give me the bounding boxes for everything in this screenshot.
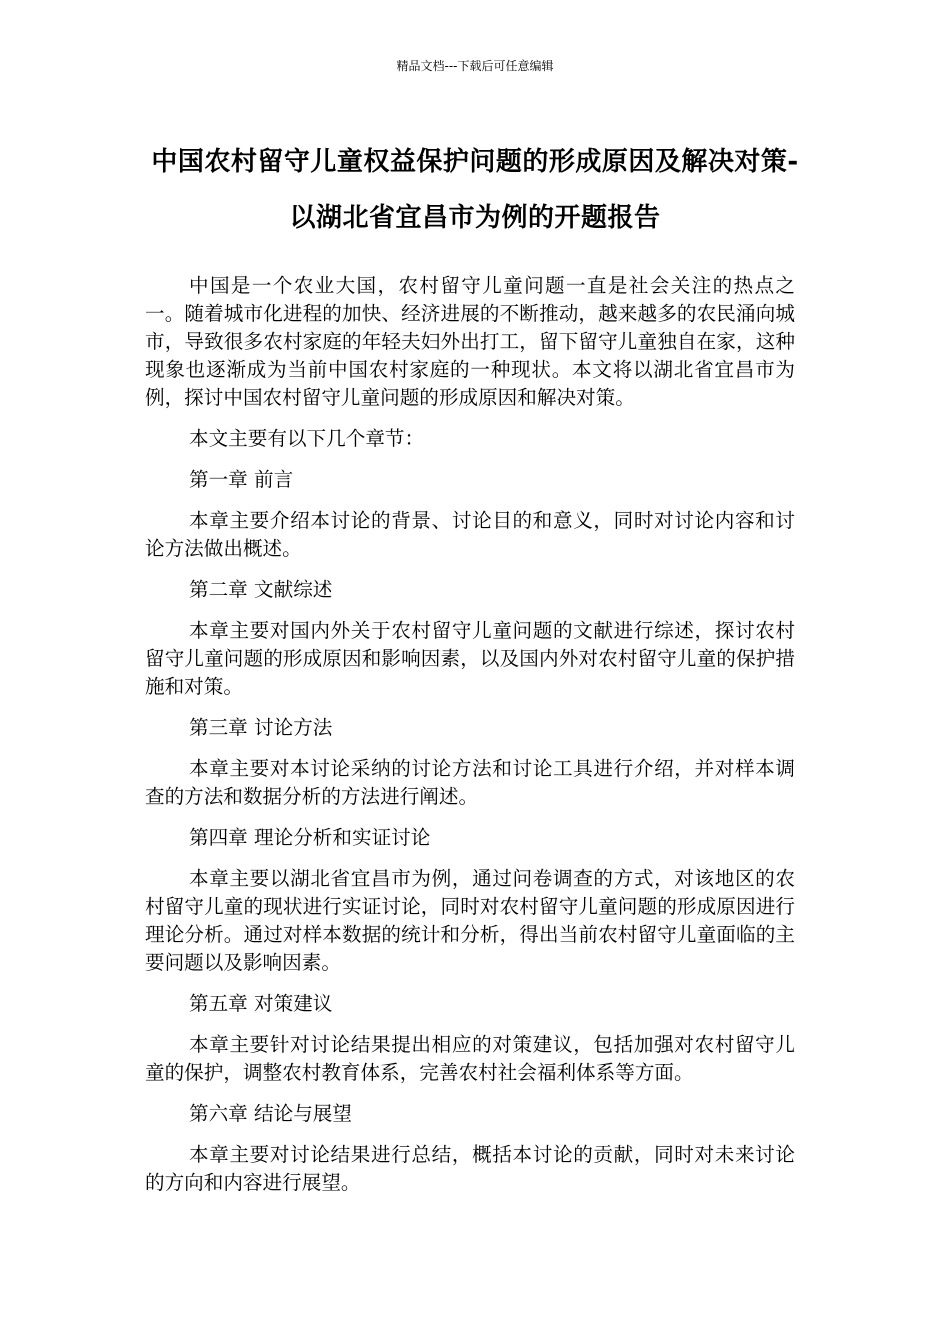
sections-intro: 本文主要有以下几个章节： (189, 427, 425, 450)
chapter-6-heading: 第六章 结论与展望 (189, 1102, 352, 1125)
chapter-3-body: 本章主要对本讨论采纳的讨论方法和讨论工具进行介绍，并对样本调查的方法和数据分析的方法进行阐述。 (145, 757, 795, 808)
chapter-4-heading: 第四章 理论分析和实证讨论 (189, 826, 431, 849)
chapter-2-body: 本章主要对国内外关于农村留守儿童问题的文献进行综述，探讨农村留守儿童问题的形成原因和影响因素，以及国内外对农村留守儿童的保护措施和对策。 (145, 619, 795, 698)
document-body (145, 272, 795, 1197)
chapter-5-body: 本章主要针对讨论结果提出相应的对策建议，包括加强对农村留守儿童的保护，调整农村教育体系，完善农村社会福利体系等方面。 (145, 1033, 795, 1084)
chapter-5-heading: 第五章 对策建议 (189, 992, 333, 1015)
chapter-1-body: 本章主要介绍本讨论的背景、讨论目的和意义，同时对讨论内容和讨论方法做出概述。 (145, 509, 795, 560)
intro-paragraph: 中国是一个农业大国，农村留守儿童问题一直是社会关注的热点之一。随着城市化进程的加快、经济进展的不断推动，越来越多的农民涌向城市，导致很多农村家庭的年轻夫妇外出打工，留下留守儿童独自在家，这种现象也逐渐成为当前中国农村家庭的一种现状。本文将以湖北省宜昌市为例，探讨中国农村留守儿童问题的形成原因和解决对策。 (145, 274, 795, 409)
chapter-4-body: 本章主要以湖北省宜昌市为例，通过问卷调查的方式，对该地区的农村留守儿童的现状进行实证讨论，同时对农村留守儿童问题的形成原因进行理论分析。通过对样本数据的统计和分析，得出当前农村留守儿童面临的主要问题以及影响因素。 (145, 867, 795, 974)
chapter-6-body: 本章主要对讨论结果进行总结，概括本讨论的贡献，同时对未来讨论的方向和内容进行展望。 (145, 1143, 795, 1194)
document-title: 中国农村留守儿童权益保护问题的形成原因及解决对策-以湖北省宜昌市为例的开题报告 (151, 147, 799, 233)
chapter-3-heading: 第三章 讨论方法 (189, 716, 333, 739)
chapter-2-heading: 第二章 文献综述 (189, 578, 333, 601)
header-note: 精品文档---下载后可任意编辑 (396, 59, 554, 73)
chapter-1-heading: 第一章 前言 (189, 468, 294, 491)
